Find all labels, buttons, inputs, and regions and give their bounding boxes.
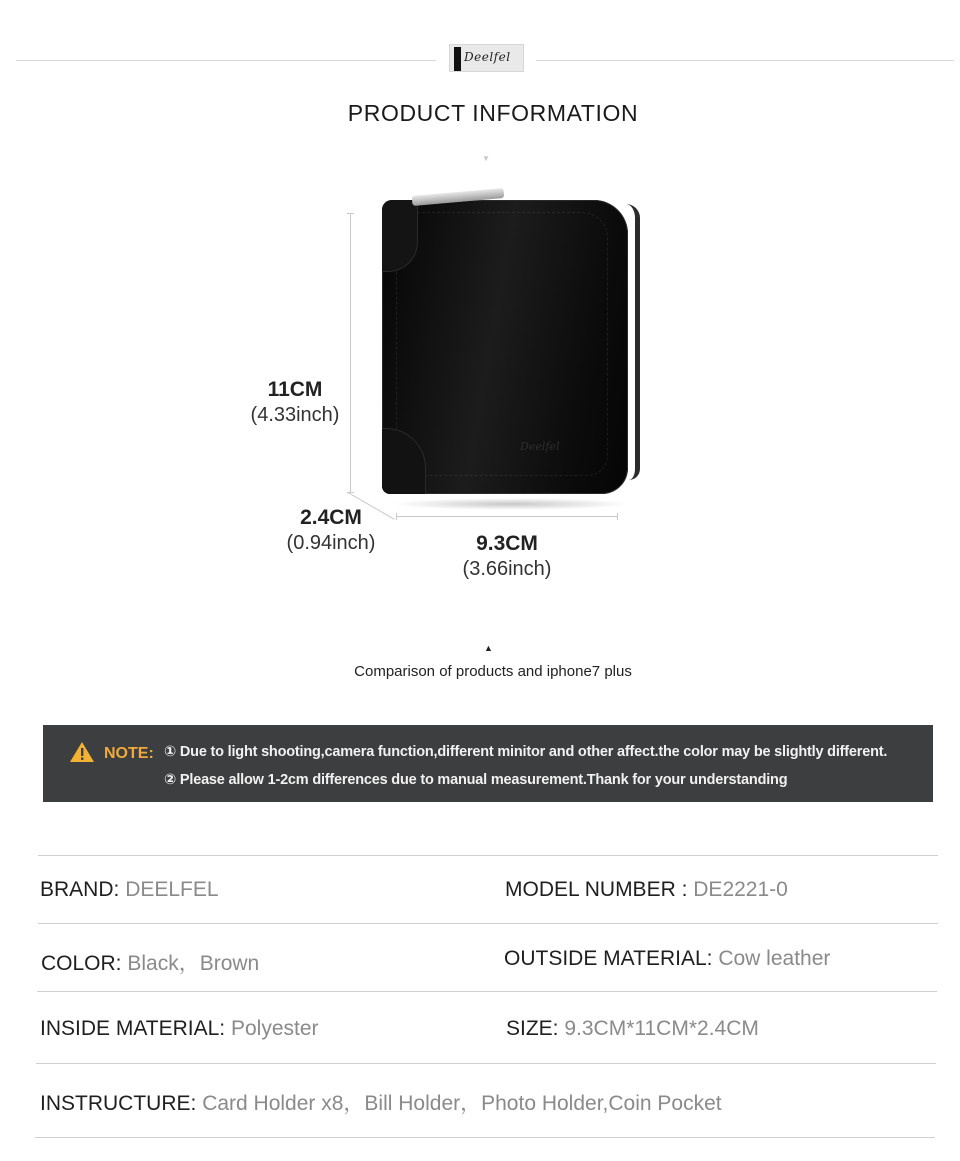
wallet-emboss-logo: Deelfel xyxy=(520,440,560,453)
wallet-shadow xyxy=(392,498,630,510)
spec-size xyxy=(506,1017,759,1041)
width-inch: (3.66inch) xyxy=(462,558,552,580)
wallet-stitching xyxy=(396,212,608,476)
height-dimension-line xyxy=(350,213,351,493)
wallet-product-image xyxy=(380,190,636,502)
spec-model-value: DE2221-0 xyxy=(693,878,788,901)
height-cm: 11CM xyxy=(267,378,323,401)
spec-outside-label: OUTSIDE MATERIAL: xyxy=(504,947,713,970)
depth-cm: 2.4CM xyxy=(300,506,362,529)
logo-bar-icon xyxy=(454,47,461,71)
header-divider-left xyxy=(16,60,436,61)
warning-triangle-icon xyxy=(69,741,95,763)
spec-brand xyxy=(40,878,219,902)
note-line-1: ① Due to light shooting,camera function,different minitor and other affect.the color may be slightly different. xyxy=(164,744,888,760)
spec-brand-label: BRAND: xyxy=(40,878,120,901)
logo-script-text: Deelfel xyxy=(464,50,511,64)
spec-instructure-label: INSTRUCTURE: xyxy=(40,1092,197,1115)
spec-model xyxy=(505,878,788,902)
width-label xyxy=(440,532,574,581)
header-divider-right xyxy=(536,60,954,61)
spec-outside-value: Cow leather xyxy=(718,947,831,970)
comparison-caption: Comparison of products and iphone7 plus xyxy=(354,663,632,680)
spec-divider-4 xyxy=(36,1063,936,1064)
note-line-2: ② Please allow 1-2cm differences due to manual measurement.Thank for your understanding xyxy=(164,772,788,788)
spec-size-value: 9.3CM*11CM*2.4CM xyxy=(564,1017,759,1040)
down-triangle-icon: ▼ xyxy=(482,154,490,163)
depth-inch: (0.94inch) xyxy=(286,532,376,554)
height-inch: (4.33inch) xyxy=(250,404,340,426)
spec-instructure xyxy=(40,1087,722,1117)
spec-outside-material xyxy=(504,947,830,971)
spec-divider-2 xyxy=(38,923,938,924)
note-box xyxy=(43,725,933,802)
spec-inside-value: Polyester xyxy=(231,1017,319,1040)
wallet-zipper xyxy=(626,204,640,480)
spec-inside-material xyxy=(40,1017,319,1041)
spec-model-label: MODEL NUMBER : xyxy=(505,878,688,901)
spec-size-label: SIZE: xyxy=(506,1017,559,1040)
height-label xyxy=(232,378,358,427)
spec-instructure-value: Card Holder x8，Bill Holder，Photo Holder,Coin Pocket xyxy=(202,1092,722,1115)
spec-divider-5 xyxy=(35,1137,935,1138)
brand-logo xyxy=(449,44,524,72)
spec-color-label: COLOR: xyxy=(41,952,122,975)
spec-inside-label: INSIDE MATERIAL: xyxy=(40,1017,226,1040)
width-cm: 9.3CM xyxy=(476,532,538,555)
up-triangle-icon: ▲ xyxy=(484,643,493,653)
spec-brand-value: DEELFEL xyxy=(125,878,219,901)
depth-label xyxy=(268,506,394,555)
spec-divider-3 xyxy=(37,991,937,992)
note-label: NOTE: xyxy=(104,745,154,762)
width-dimension-line xyxy=(396,516,618,517)
page-title: PRODUCT INFORMATION xyxy=(347,100,639,126)
spec-color-value: Black，Brown xyxy=(127,952,260,975)
spec-color xyxy=(41,947,259,977)
spec-divider-1 xyxy=(38,855,938,856)
